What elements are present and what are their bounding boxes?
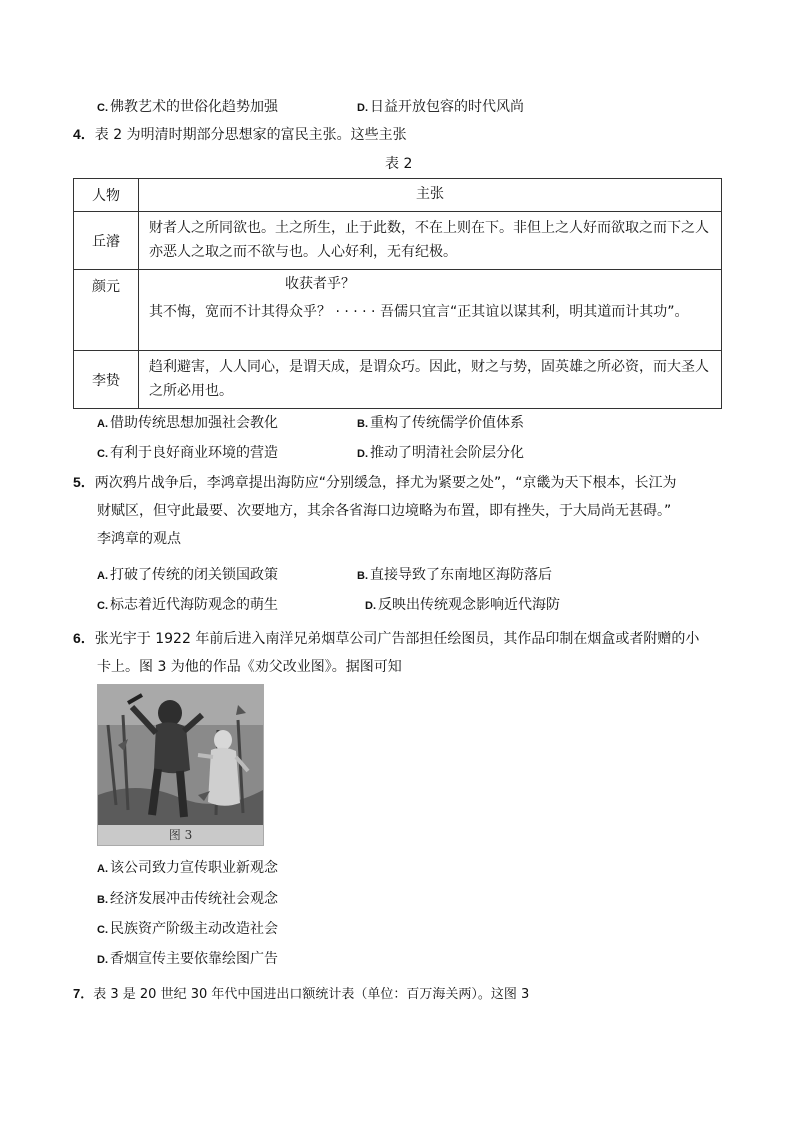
woodcut-illustration	[98, 685, 263, 825]
table-row	[74, 270, 722, 351]
q5-option-b: B. 直接导致了东南地区海防落后	[357, 567, 552, 583]
table-2	[73, 178, 722, 409]
table-header-row	[74, 179, 722, 212]
figure-3-caption: 图 3	[98, 825, 263, 845]
row-claim-yanyuan: 收获者乎？ 其不悔，宽而不计其得众乎？ · · · · · 吾儒只宜言“正其谊以谋其利，明其道而计其功”。	[139, 270, 722, 351]
row-claim-qiujun: 财者人之所同欲也。土之所生，止于此数，不在上则在下。非但上之人好而欲取之而下之人 亦恶人之取之而不欲与也。人心好利，无有纪极。	[139, 212, 722, 270]
figure-3-image	[97, 684, 264, 846]
q4-stem: 4．表 2 为明清时期部分思想家的富民主张。这些主张	[73, 126, 407, 143]
row-person-lizhi: 李贽	[74, 351, 139, 409]
q5-option-a: A. 打破了传统的闭关锁国政策	[97, 567, 278, 583]
q6-option-c: C. 民族资产阶级主动改造社会	[97, 921, 278, 937]
q4-option-b: B. 重构了传统儒学价值体系	[357, 415, 524, 431]
q5-stem-line2: 财赋区，但守此最要、次要地方，其余各省海口边境略为布置，即有挫失，于大局尚无甚碍。”	[97, 503, 672, 519]
q6-stem-line2: 卡上。图 3 为他的作品《劝父改业图》。据图可知	[97, 659, 402, 675]
header-claim: 主张	[139, 179, 722, 212]
q4-option-a: A. 借助传统思想加强社会教化	[97, 415, 278, 431]
q4-option-c: C. 有利于良好商业环境的营造	[97, 445, 278, 461]
q3-option-c: C. 佛教艺术的世俗化趋势加强	[97, 99, 278, 115]
q6-stem-line1: 6．张光宇于 1922 年前后进入南洋兄弟烟草公司广告部担任绘图员，其作品印制在烟盒或者附赠的小	[73, 630, 700, 647]
q3-option-d: D. 日益开放包容的时代风尚	[357, 99, 524, 115]
header-person: 人物	[74, 179, 139, 212]
q7-stem: 7．表 3 是 20 世纪 30 年代中国进出口额统计表（单位：百万海关两）。这图 3	[73, 986, 530, 1002]
q4-option-d: D. 推动了明清社会阶层分化	[357, 445, 524, 461]
table-row	[74, 212, 722, 270]
row-person-qiujun: 丘濬	[74, 212, 139, 270]
q5-option-c: C. 标志着近代海防观念的萌生	[97, 597, 278, 613]
q6-option-d: D. 香烟宣传主要依靠绘图广告	[97, 951, 278, 967]
q5-stem-line1: 5．两次鸦片战争后，李鸿章提出海防应“分别缓急，择尤为紧要之处”，“京畿为天下根本，长江为	[73, 474, 677, 491]
q5-stem-line3: 李鸿章的观点	[97, 531, 181, 547]
table2-title: 表 2	[385, 156, 413, 172]
row-claim-lizhi: 趋利避害，人人同心，是谓天成，是谓众巧。因此，财之与势，固英雄之所必资，而大圣人 之所必用也。	[139, 351, 722, 409]
q6-option-a: A. 该公司致力宣传职业新观念	[97, 860, 278, 876]
q5-option-d: D. 反映出传统观念影响近代海防	[365, 597, 560, 613]
q6-option-b: B. 经济发展冲击传统社会观念	[97, 891, 278, 907]
row-person-yanyuan: 颜元	[74, 270, 139, 351]
table-row	[74, 351, 722, 409]
